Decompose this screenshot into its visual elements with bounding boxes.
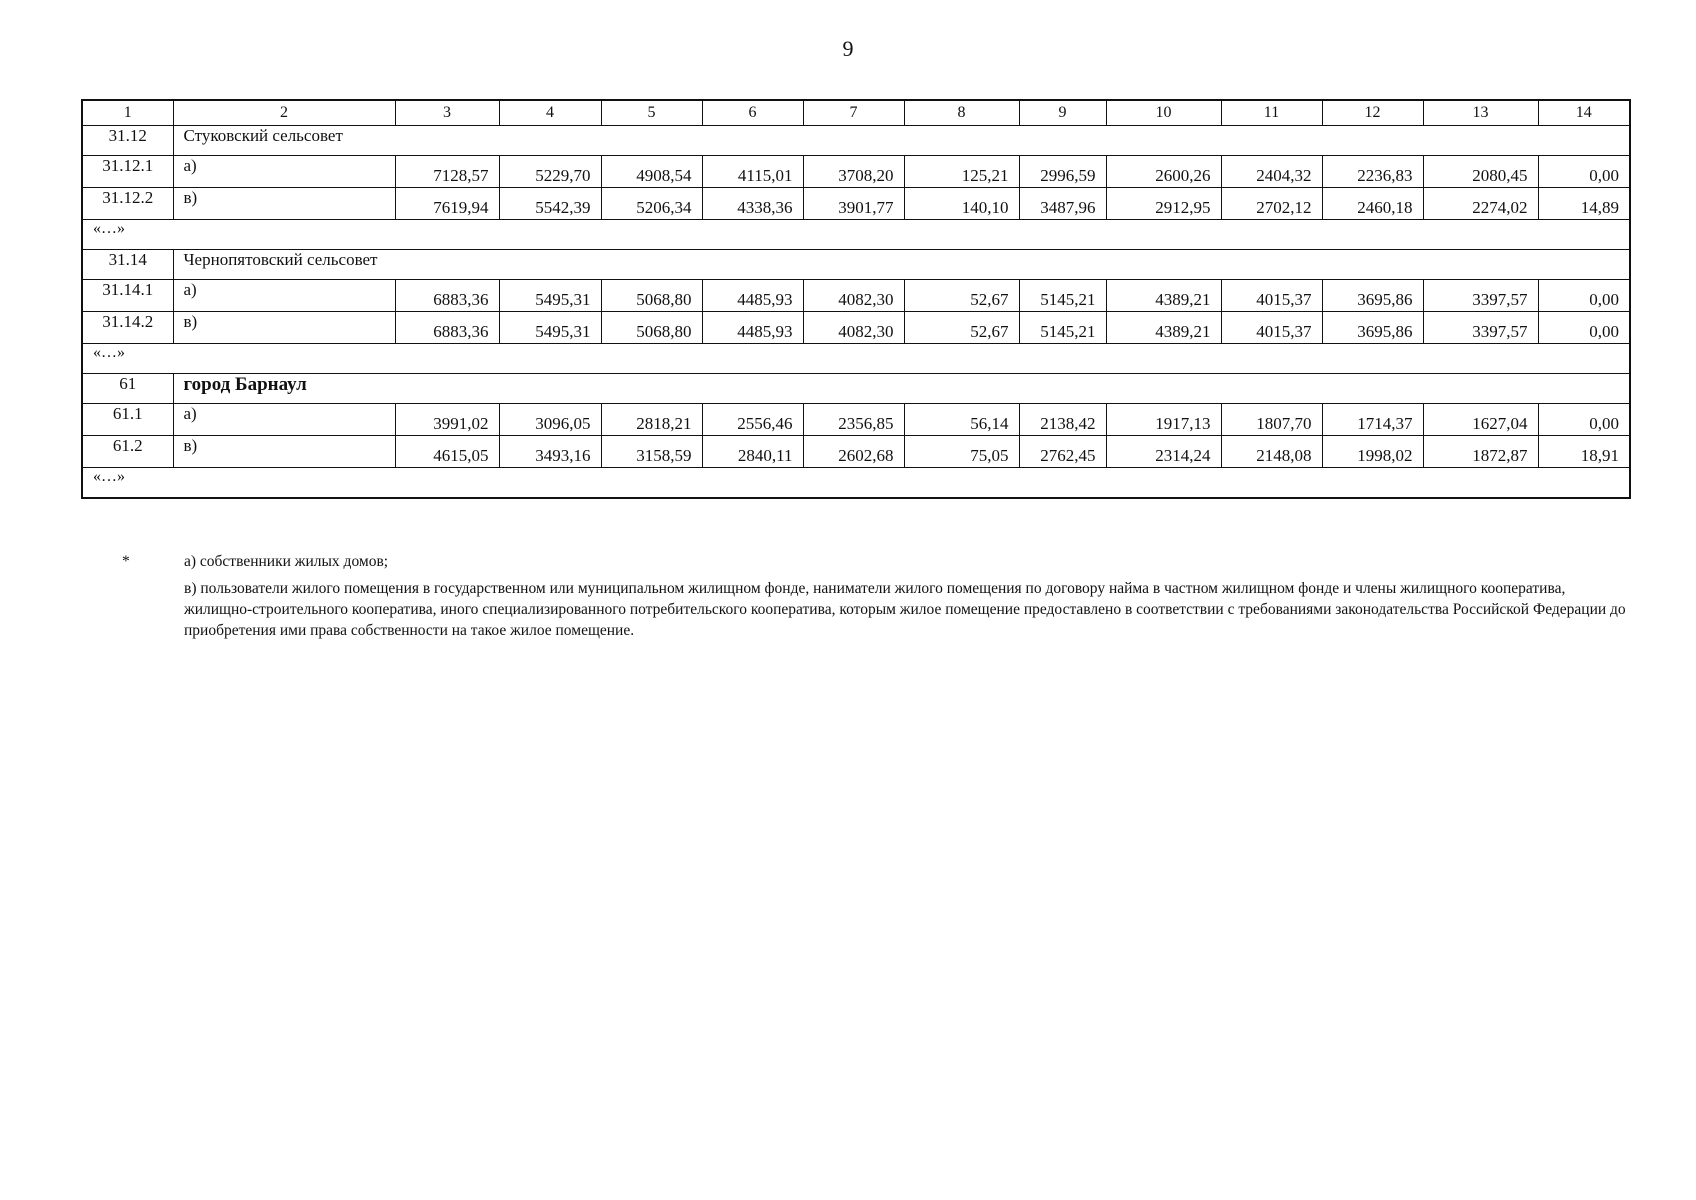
- table-cell: 18,91: [1538, 436, 1630, 468]
- row-code: 61.1: [82, 404, 173, 436]
- table-cell: 1807,70: [1221, 404, 1322, 436]
- table-cell: 3096,05: [499, 404, 601, 436]
- table-cell: 4389,21: [1106, 312, 1221, 344]
- table-cell: 6883,36: [395, 280, 499, 312]
- ellipsis-text: «…»: [82, 220, 1630, 250]
- column-header: 3: [395, 100, 499, 126]
- table-cell: 2460,18: [1322, 188, 1423, 220]
- table-cell: 4115,01: [702, 156, 803, 188]
- table-cell: 3493,16: [499, 436, 601, 468]
- table-cell: 14,89: [1538, 188, 1630, 220]
- table-row: [82, 188, 1630, 220]
- table-cell: 52,67: [904, 280, 1019, 312]
- table-cell: 2762,45: [1019, 436, 1106, 468]
- section-code: 31.12: [82, 126, 173, 156]
- row-code: 31.12.1: [82, 156, 173, 188]
- table-cell: 4015,37: [1221, 312, 1322, 344]
- table-cell: 75,05: [904, 436, 1019, 468]
- column-header: 7: [803, 100, 904, 126]
- section-code: 61: [82, 374, 173, 404]
- column-header: 12: [1322, 100, 1423, 126]
- table-cell: 4485,93: [702, 312, 803, 344]
- section-row: [82, 250, 1630, 280]
- table-cell: 5495,31: [499, 312, 601, 344]
- table-cell: 6883,36: [395, 312, 499, 344]
- table-row: [82, 156, 1630, 188]
- column-header: 13: [1423, 100, 1538, 126]
- table-cell: 2602,68: [803, 436, 904, 468]
- row-kind: а): [173, 280, 395, 312]
- column-header: 4: [499, 100, 601, 126]
- table-cell: 2236,83: [1322, 156, 1423, 188]
- column-header: 10: [1106, 100, 1221, 126]
- table-cell: 7619,94: [395, 188, 499, 220]
- table-row: [82, 280, 1630, 312]
- footnote-mark: *: [122, 553, 130, 570]
- column-header: 5: [601, 100, 702, 126]
- table-cell: 3708,20: [803, 156, 904, 188]
- row-kind: а): [173, 156, 395, 188]
- column-header: 2: [173, 100, 395, 126]
- table-cell: 0,00: [1538, 280, 1630, 312]
- table-cell: 1627,04: [1423, 404, 1538, 436]
- table-cell: 2356,85: [803, 404, 904, 436]
- footnote: [122, 551, 1627, 647]
- ellipsis-row: [82, 468, 1630, 499]
- table-cell: 7128,57: [395, 156, 499, 188]
- row-code: 31.12.2: [82, 188, 173, 220]
- table-cell: 4082,30: [803, 312, 904, 344]
- table-cell: 5068,80: [601, 280, 702, 312]
- table-cell: 3487,96: [1019, 188, 1106, 220]
- table-cell: 2274,02: [1423, 188, 1538, 220]
- column-header: 11: [1221, 100, 1322, 126]
- table-cell: 5229,70: [499, 156, 601, 188]
- table-body: [82, 126, 1630, 499]
- section-row: [82, 126, 1630, 156]
- table-cell: 0,00: [1538, 404, 1630, 436]
- table-cell: 2818,21: [601, 404, 702, 436]
- row-kind: в): [173, 312, 395, 344]
- table-row: [82, 436, 1630, 468]
- row-kind: в): [173, 188, 395, 220]
- table-cell: 2600,26: [1106, 156, 1221, 188]
- table-cell: 4389,21: [1106, 280, 1221, 312]
- row-kind: в): [173, 436, 395, 468]
- table-cell: 0,00: [1538, 156, 1630, 188]
- table-cell: 2702,12: [1221, 188, 1322, 220]
- table-cell: 52,67: [904, 312, 1019, 344]
- table-cell: 1714,37: [1322, 404, 1423, 436]
- table-cell: 4338,36: [702, 188, 803, 220]
- table-row: [82, 404, 1630, 436]
- table-cell: 2138,42: [1019, 404, 1106, 436]
- table-cell: 2404,32: [1221, 156, 1322, 188]
- footnote-item-b: в) пользователи жилого помещения в государственном или муниципальном жилищном фонде, наниматели жилого помещения по договору найма в частном жилищном фонде и члены жилищного кооператива, жилищно-строительного кооператива, иного специализированного потребительского кооператива, которым жилое помещение предоставлено в соответствии с требованиями законодательства Российской Федерации до приобретения ими права собственности на такое жилое помещение.: [184, 580, 1626, 639]
- table-cell: 125,21: [904, 156, 1019, 188]
- section-title: Стуковский сельсовет: [173, 126, 1630, 156]
- row-code: 31.14.2: [82, 312, 173, 344]
- table-cell: 1872,87: [1423, 436, 1538, 468]
- section-title: город Барнаул: [173, 374, 1630, 404]
- column-header: 1: [82, 100, 173, 126]
- row-kind: а): [173, 404, 395, 436]
- table-row: [82, 312, 1630, 344]
- column-header: 14: [1538, 100, 1630, 126]
- section-row: [82, 374, 1630, 404]
- table-cell: 5495,31: [499, 280, 601, 312]
- ellipsis-text: «…»: [82, 344, 1630, 374]
- table-cell: 1917,13: [1106, 404, 1221, 436]
- ellipsis-text: «…»: [82, 468, 1630, 499]
- table-cell: 3991,02: [395, 404, 499, 436]
- table-cell: 0,00: [1538, 312, 1630, 344]
- column-header: 9: [1019, 100, 1106, 126]
- table-cell: 5206,34: [601, 188, 702, 220]
- column-header: 8: [904, 100, 1019, 126]
- table-cell: 5068,80: [601, 312, 702, 344]
- table-cell: 2556,46: [702, 404, 803, 436]
- table-cell: 4082,30: [803, 280, 904, 312]
- table-cell: 3695,86: [1322, 312, 1423, 344]
- column-header: 6: [702, 100, 803, 126]
- section-code: 31.14: [82, 250, 173, 280]
- table-cell: 140,10: [904, 188, 1019, 220]
- page-number: 9: [842, 36, 854, 61]
- table-cell: 4615,05: [395, 436, 499, 468]
- table-cell: 2996,59: [1019, 156, 1106, 188]
- table-cell: 5145,21: [1019, 280, 1106, 312]
- table-cell: 3695,86: [1322, 280, 1423, 312]
- table-cell: 2080,45: [1423, 156, 1538, 188]
- table-cell: 56,14: [904, 404, 1019, 436]
- table-cell: 2148,08: [1221, 436, 1322, 468]
- ellipsis-row: [82, 344, 1630, 374]
- table-cell: 2912,95: [1106, 188, 1221, 220]
- row-code: 31.14.1: [82, 280, 173, 312]
- table-cell: 2840,11: [702, 436, 803, 468]
- tariff-table: [81, 99, 1631, 499]
- table-cell: 5145,21: [1019, 312, 1106, 344]
- table-cell: 4015,37: [1221, 280, 1322, 312]
- footnote-item-a: а) собственники жилых домов;: [184, 553, 389, 570]
- table-cell: 1998,02: [1322, 436, 1423, 468]
- header-row: [82, 100, 1630, 126]
- table-cell: 3397,57: [1423, 312, 1538, 344]
- table-cell: 3397,57: [1423, 280, 1538, 312]
- table-cell: 3901,77: [803, 188, 904, 220]
- table-cell: 5542,39: [499, 188, 601, 220]
- ellipsis-row: [82, 220, 1630, 250]
- table-cell: 4485,93: [702, 280, 803, 312]
- table-cell: 4908,54: [601, 156, 702, 188]
- row-code: 61.2: [82, 436, 173, 468]
- table-cell: 3158,59: [601, 436, 702, 468]
- table-cell: 2314,24: [1106, 436, 1221, 468]
- section-title: Чернопятовский сельсовет: [173, 250, 1630, 280]
